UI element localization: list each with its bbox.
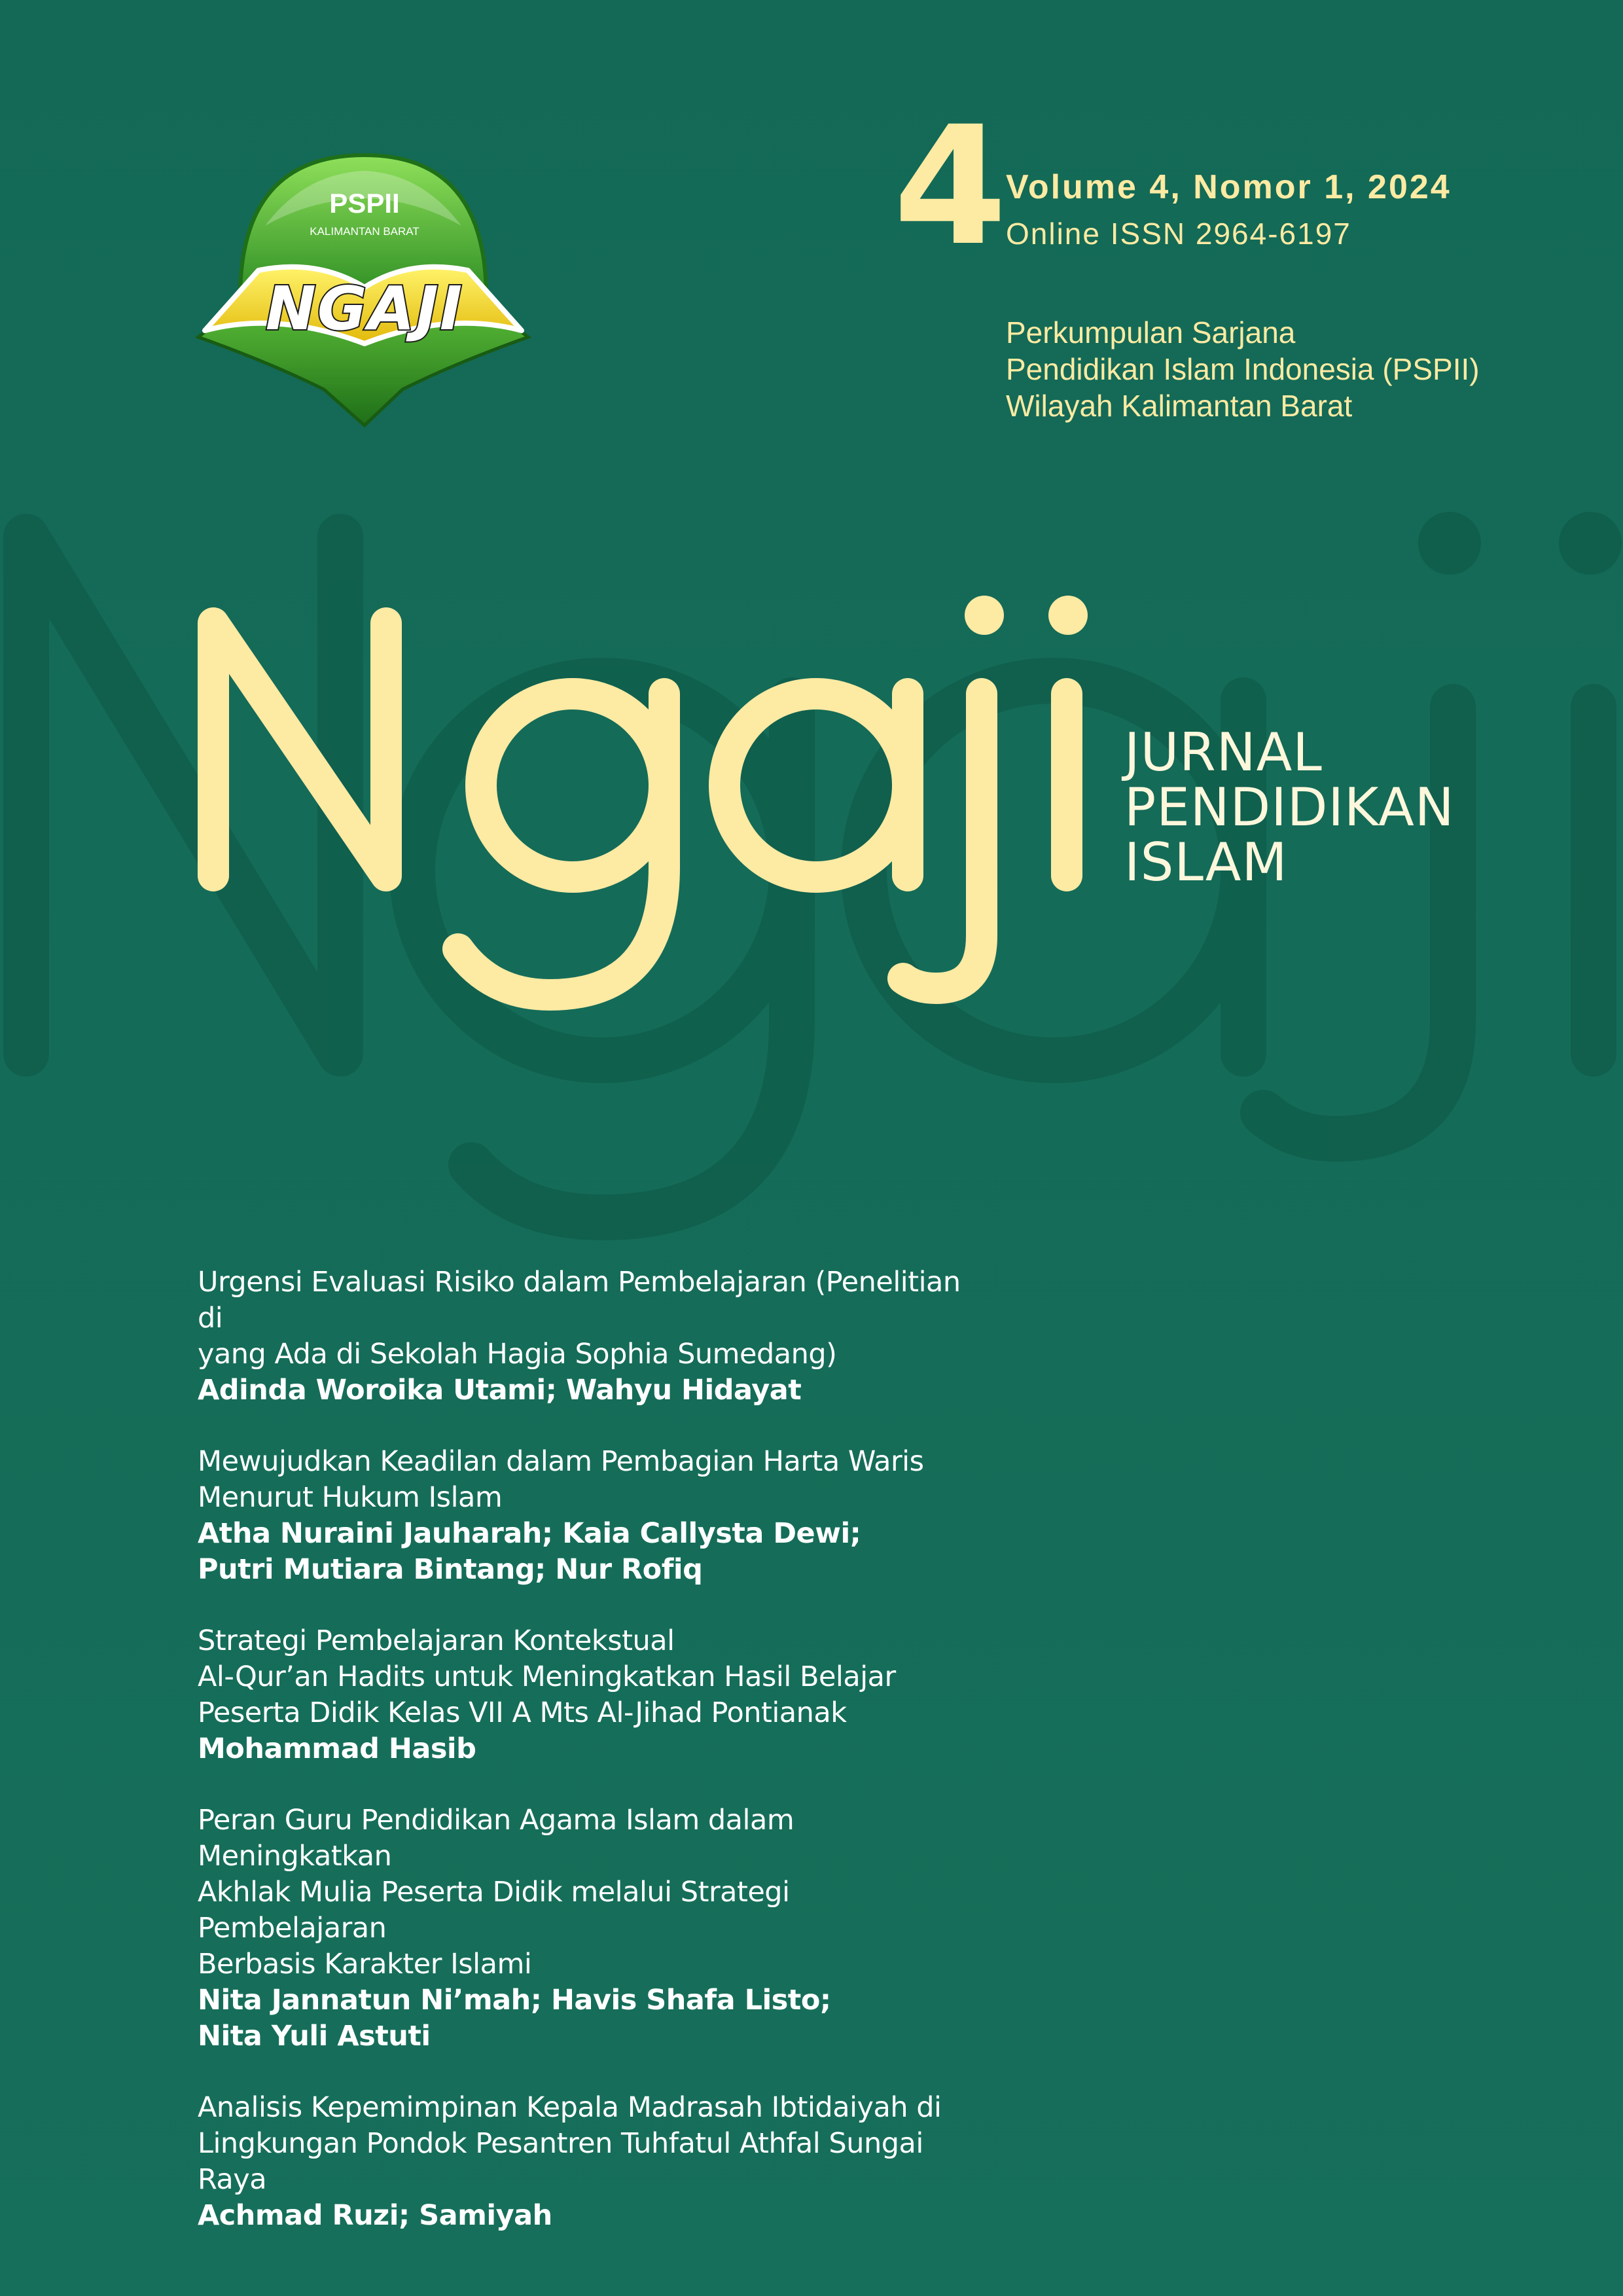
article-entry [198,1803,983,2054]
article-authors: Adinda Woroika Utami; Wahyu Hidayat [198,1374,802,1407]
logo-word: NGAJI [265,274,464,344]
article-entry [198,1265,983,1408]
article-title: Mewujudkan Keadilan dalam Pembagian Harta Waris Menurut Hukum Islam [198,1445,924,1514]
article-authors: Atha Nuraini Jauharah; Kaia Callysta Dewi; Putri Mutiara Bintang; Nur Rofiq [198,1517,861,1586]
table-of-contents [198,1265,983,2269]
publisher-block [1006,314,1480,424]
masthead-subtitle [1124,722,1455,893]
article-title: Strategi Pembelajaran Kontekstual Al-Qur’an Hadits untuk Meningkatkan Hasil Belajar Peserta Didik Kelas VII A Mts Al-Jihad Pontianak [198,1624,896,1729]
logo-sub-text: KALIMANTAN BARAT [310,225,419,238]
article-authors: Nita Jannatun Ni’mah; Havis Shafa Listo; Nita Yuli Astuti [198,1984,831,2053]
article-title: Analisis Kepemimpinan Kepala Madrasah Ibtidaiyah di Lingkungan Pondok Pesantren Tuhfatul Athfal Sungai Raya [198,2091,942,2196]
logo-top-text: PSPII [329,188,400,219]
article-entry [198,1623,983,1767]
article-title: Urgensi Evaluasi Risiko dalam Pembelajaran (Penelitian di yang Ada di Sekolah Hagia Sophia Sumedang) [198,1266,961,1371]
issn-line: Online ISSN 2964-6197 [1006,217,1351,251]
subtitle-line: PENDIDIKAN [1124,777,1455,838]
volume-line: Volume 4, Nomor 1, 2024 [1006,168,1452,206]
article-entry [198,2090,983,2234]
logo-emblem [193,147,533,435]
article-authors: Mohammad Hasib [198,1732,476,1765]
publisher-line: Wilayah Kalimantan Barat [1006,389,1353,423]
subtitle-line: ISLAM [1124,832,1288,893]
pspii-ngaji-logo [193,147,533,435]
issue-number: 4 [893,91,1003,281]
masthead-title [183,569,1113,1028]
article-entry [198,1444,983,1588]
article-authors: Achmad Ruzi; Samiyah [198,2199,552,2232]
masthead-wordmark [183,569,1113,1028]
publisher-line: Perkumpulan Sarjana [1006,315,1296,350]
article-title: Peran Guru Pendidikan Agama Islam dalam Meningkatkan Akhlak Mulia Peserta Didik melalui Strategi Pembelajaran Berbasis Karakter Islami [198,1804,794,1981]
publisher-line: Pendidikan Islam Indonesia (PSPII) [1006,352,1480,386]
subtitle-line: JURNAL [1124,722,1323,783]
